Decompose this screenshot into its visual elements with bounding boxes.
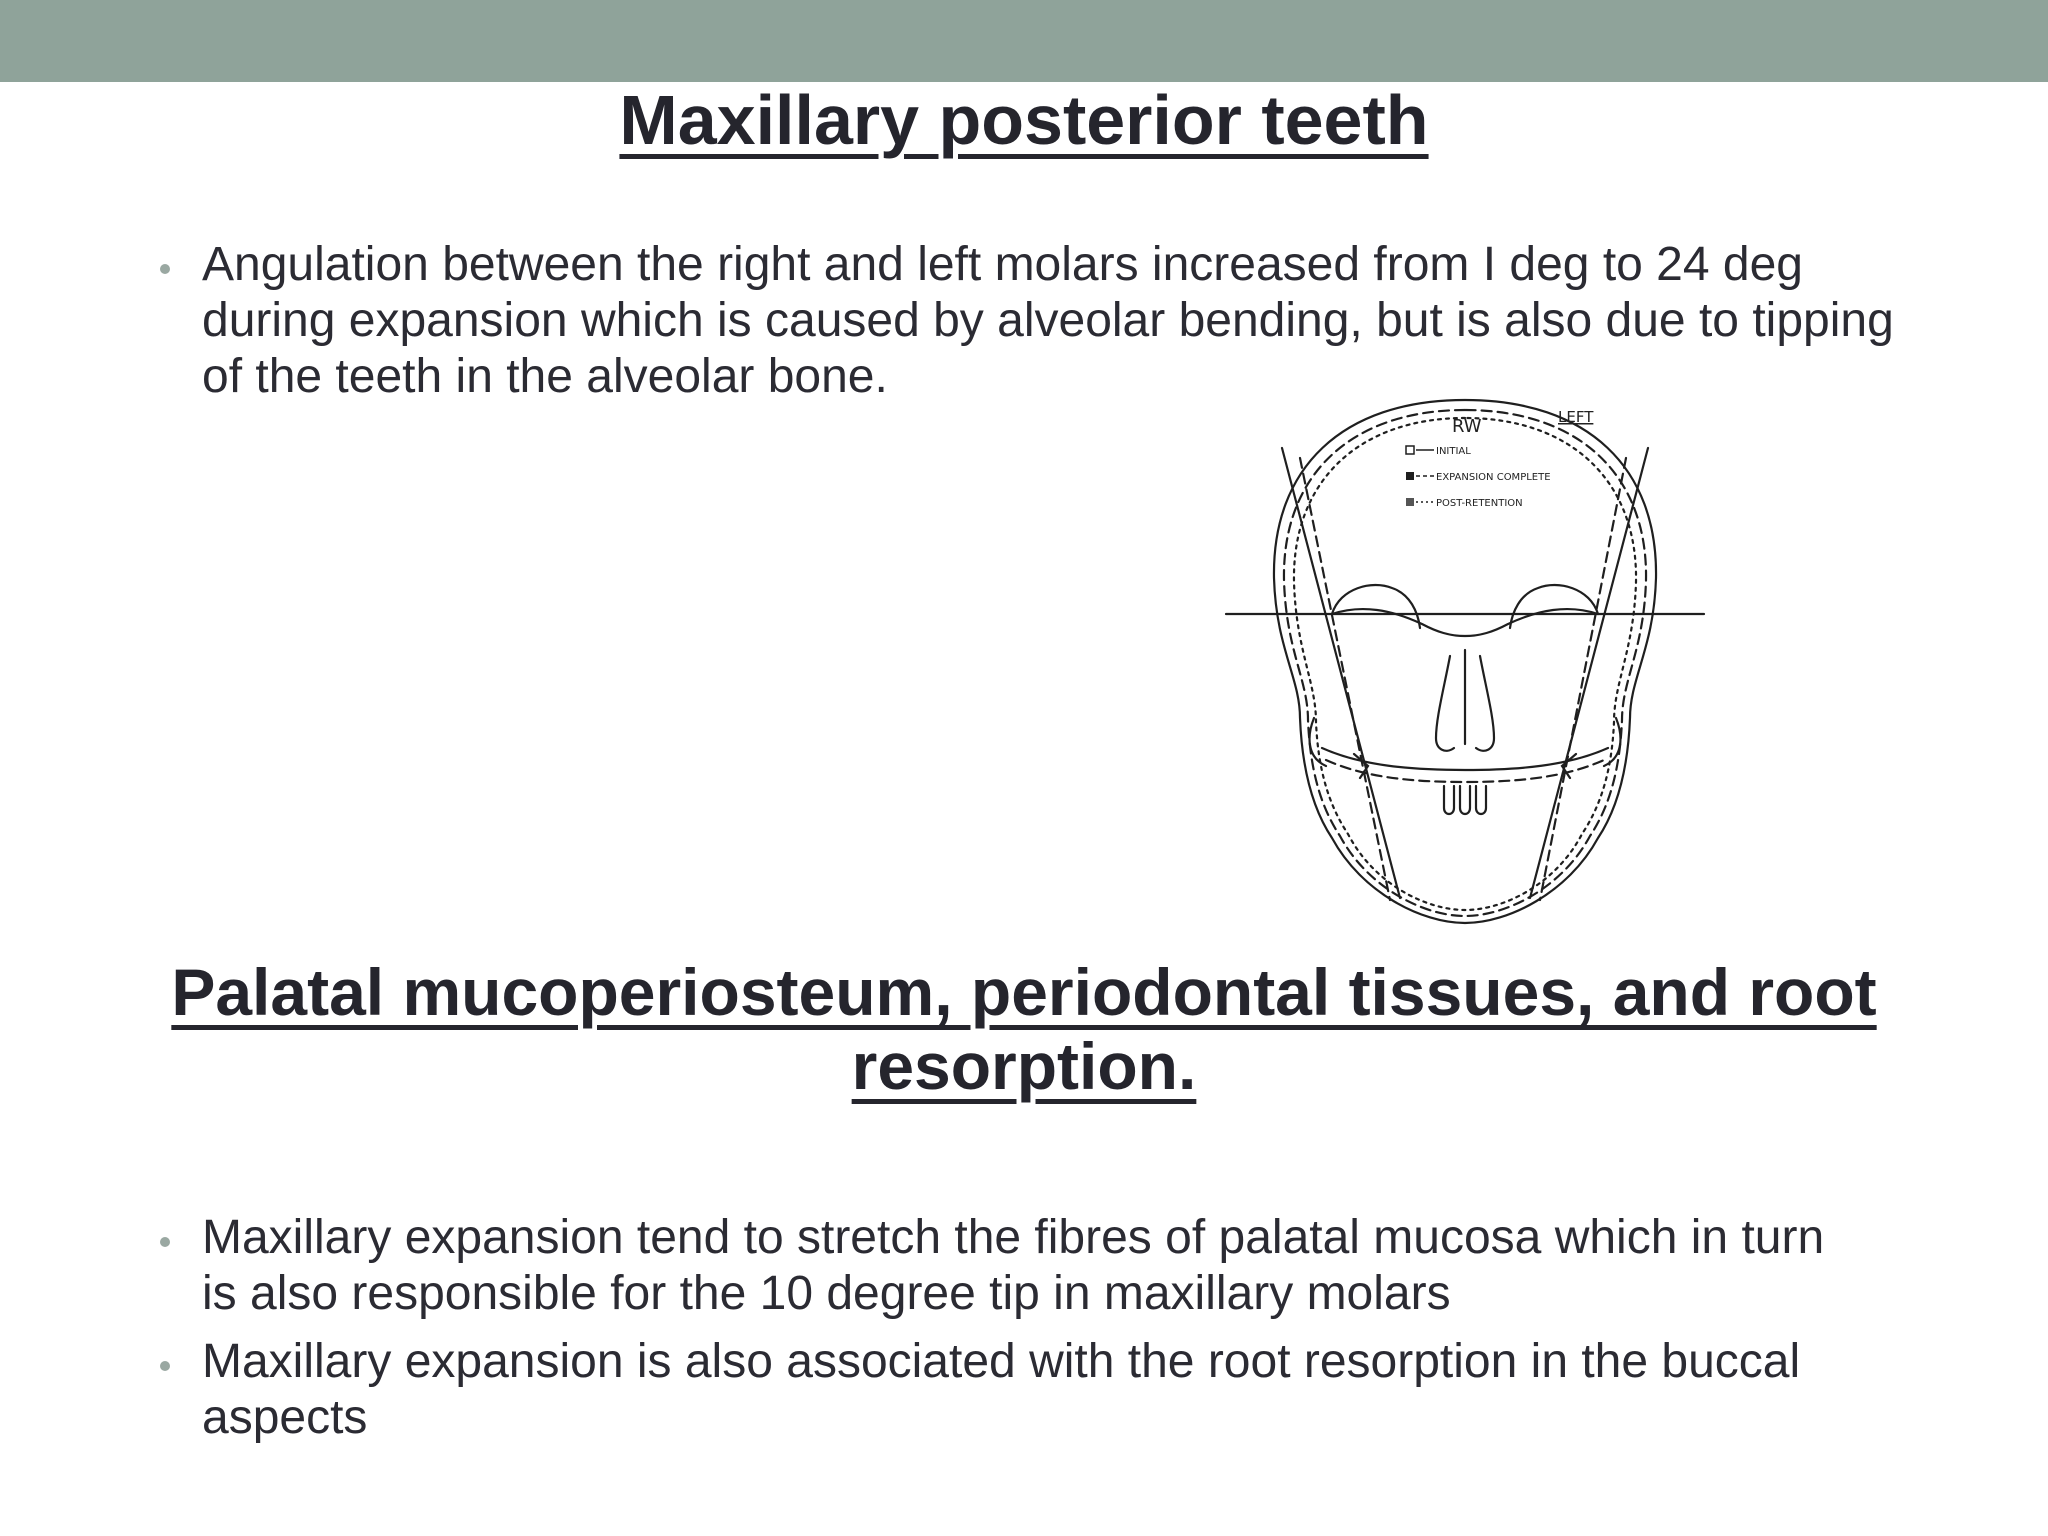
legend-marker-post — [1406, 498, 1414, 506]
legend-label-expansion: EXPANSION COMPLETE — [1436, 472, 1551, 483]
legend-marker-initial — [1406, 446, 1414, 454]
legend-marker-expansion — [1406, 472, 1414, 480]
bullet-text: Angulation between the right and left molars increased from I deg to 24 deg during expansion which is caused by alveolar bending, but is also due to tipping of the teeth in the alveolar bone. — [202, 238, 1894, 403]
skull-diagram — [1222, 388, 1708, 936]
legend-label-initial: INITIAL — [1436, 446, 1471, 457]
skull-diagram-svg — [1222, 388, 1708, 936]
bullet-dot-icon — [160, 264, 170, 274]
section-title: Palatal mucoperiosteum, periodontal tissues, and root resorption. — [171, 955, 1877, 1103]
slide-title: Maxillary posterior teeth — [619, 81, 1429, 159]
right-orbit — [1332, 585, 1420, 628]
subject-label: RW — [1452, 416, 1482, 437]
left-orbit — [1510, 585, 1598, 628]
right-molar-axis-expansion — [1300, 458, 1390, 900]
bullet-dot-icon — [160, 1361, 170, 1371]
bottom-bullet-list — [0, 1210, 1870, 1458]
side-label: LEFT — [1558, 408, 1594, 426]
top-banner — [0, 0, 2048, 82]
list-item — [0, 1334, 1870, 1446]
bullet-dot-icon — [160, 1237, 170, 1247]
left-molar-axis-expansion — [1540, 458, 1626, 900]
top-bullet-list — [0, 237, 1930, 405]
bullet-text: Maxillary expansion tend to stretch the fibres of palatal mucosa which in turn is also responsible for the 10 degree tip in maxillary molars — [202, 1211, 1825, 1320]
list-item — [0, 237, 1930, 405]
legend — [1406, 446, 1551, 509]
bullet-text: Maxillary expansion is also associated with the root resorption in the buccal aspects — [202, 1335, 1801, 1444]
incisor-teeth — [1444, 786, 1486, 814]
legend-label-post: POST-RETENTION — [1436, 498, 1523, 509]
list-item — [0, 1210, 1870, 1322]
